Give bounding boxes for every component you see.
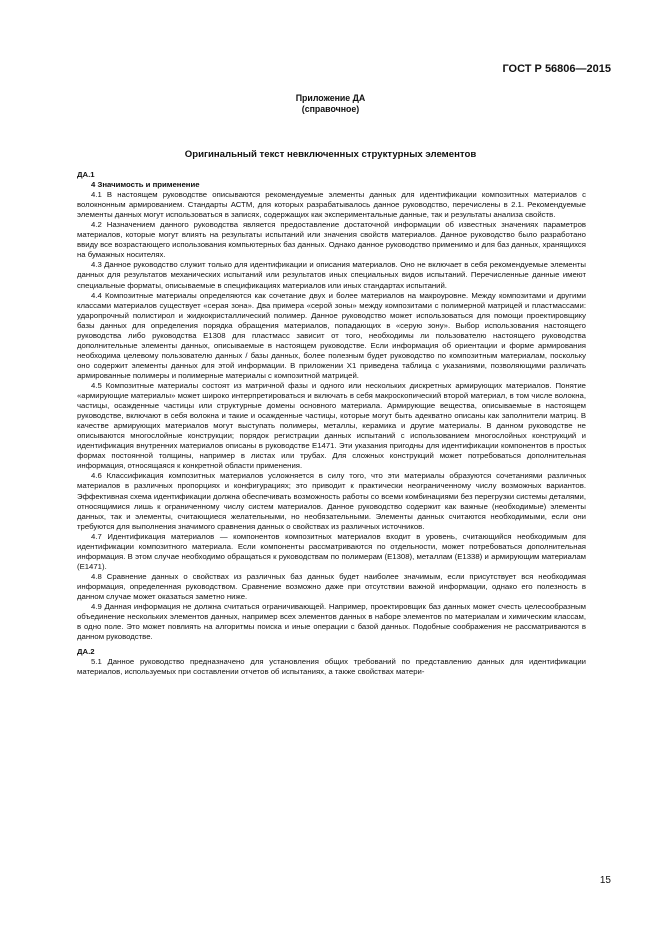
standard-designation: ГОСТ Р 56806—2015 [502,63,611,75]
paragraph: 4.3 Данное руководство служит только для идентификации и описания материалов. Оно не включает в себя рекомендуемые элементы данных для результатов механических испытаний или результатов иных специальных видов испытаний. Перечисленные данные имеют специальные форматы, описываемые в спецификациях материалов или иных стандартах испытаний. [77,260,586,290]
paragraph: 4.6 Классификация композитных материалов усложняется в силу того, что эти материалы образуются сочетаниями различных материалов в различных пропорциях и конфигурациях; это приводит к практически неограниченному числу возможных вариантов. Эффективная схема идентификации должна обеспечивать возможность работы со всеми комбинациями без перегрузки системы деталями, относящимися лишь к ограниченному числу систем материалов. Данное руководство содержит как важные (необходимые) элементы данных, так и элементы, считающиеся желательными, но необязательными. Элементы данных считаются необходимыми, если они требуются для выполнения значимого сравнения данных о свойствах из различных источников. [77,471,586,531]
paragraph: 4.8 Сравнение данных о свойствах из различных баз данных будет наиболее значимым, если присутствует вся необходимая информация, определенная руководством. Сравнение возможно даже при отсутствии важной информации, однако его полезность в данном случае может оказаться заметно ниже. [77,571,586,601]
appendix-title: Приложение ДА [295,93,366,103]
section-label: ДА.1 [77,170,95,179]
appendix-subtitle: (справочное) [301,104,360,114]
paragraph: 4.1 В настоящем руководстве описываются рекомендуемые элементы данных для идентификации композитных материалов с волокнонным армированием. Стандарты АСТМ, для которых разрабатывалось данное руководство, перечислены в 2.1. Рекомендуемые элементы данных могут использоваться в записях, содержащих как экспериментальные данные, так и результаты анализа свойств. [77,190,586,220]
paragraph: 4.9 Данная информация не должна считаться ограничивающей. Например, проектировщик баз данных может счесть целесообразным объединение нескольких элементов данных, например всех элементов данных в наборе элементов по материалам и химическим классам, в одно поле. Это может повлиять на алгоритмы поиска и иные операции с базой данных. Подобные соображения не рассматриваются в данном руководстве. [77,602,586,642]
document-title: Оригинальный текст невключенных структурных элементов [184,149,477,160]
section-label: ДА.2 [77,647,95,657]
paragraph: 4.7 Идентификация материалов — компонентов композитных материалов входит в уровень, считающийся необходимым для идентификации композитного материала. Если компоненты рассматриваются по отдельности, может потребоваться дополнительная информация. В этом случае необходимо обращаться к руководствам по полимерам (E1308), металлам (E1338) и армирующим материалам (E1471). [77,531,586,571]
paragraph: 4.2 Назначением данного руководства является предоставление достаточной информации об известных значениях параметров материалов, которые могут влиять на результаты испытаний или значения свойств материалов. Данное руководство было разработано ввиду все возрастающего использования компьютерных баз данных. Однако данное руководство применимо и для баз данных, хранящихся на бумажных носителях. [77,220,586,260]
paragraph: 5.1 Данное руководство предназначено для установления общих требований по представлению данных для идентификации материалов, используемых при составлении отчетов об испытаниях, а также свойствах матери- [77,657,586,677]
paragraph: 4.4 Композитные материалы определяются как сочетание двух и более материалов на макроуровне. Между композитами и другими классами материалов существует «серая зона». Два примера «серой зоны» между композитами с полимерной матрицей и пластмассами: ударопрочный полистирол и жидкокристаллический полимер. Данное руководство может использоваться для помощи проектировщику базы данных для определения порядка обращения материалов, попадающих в «серую зону». Выбор использования настоящего руководства либо руководства E1308 для пластмасс зависит от того, необходимы ли пользователю настоящего руководства дополнительные элементы данных, описываемые в настоящем руководстве. Если информация об ориентации и форме армирования необходима целевому пользователю данных / базы данных, более полезным будет руководство по композитным материалам, поскольку оно содержит элементы данных для этой информации. В приложении X1 приведена таблица с указаниями, позволяющими различать армированные полимеры и полимерные материалы с композитной матрицей. [77,290,586,380]
page-number: 15 [599,875,611,886]
appendix-heading [0,93,661,115]
paragraph: 4.5 Композитные материалы состоят из матричной фазы и одного или нескольких дискретных армирующих материалов. Понятие «армирующие материалы» может широко интерпретироваться и включать в себя макроскопический второй материал, в том числе волокна, частицы, осажденные частицы или структурные домены основного материала. Армирующие вещества, описываемые в настоящем руководстве, включают в себя волокна и такие и осажденные частицы, которые могут быть адекватно описаны как заполнители матриц. В качестве армирующих материалов могут выступать полимеры, металлы, керамика и другие материалы. В данном руководстве не описываются многослойные конструкции; порядок регистрации данных испытаний с использованием многослойных конструкций и идентификация внутренних материалов описаны в руководстве E1471. Эти указания пригодны для идентификации компонентов в простых формах постоянной толщины, например в листах или трубах. Для сложных конструкций может потребоваться дополнительная информация, относящаяся к конкретной области применения. [77,380,586,471]
document-body [77,170,586,677]
section-heading: 4 Значимость и применение [91,180,200,190]
